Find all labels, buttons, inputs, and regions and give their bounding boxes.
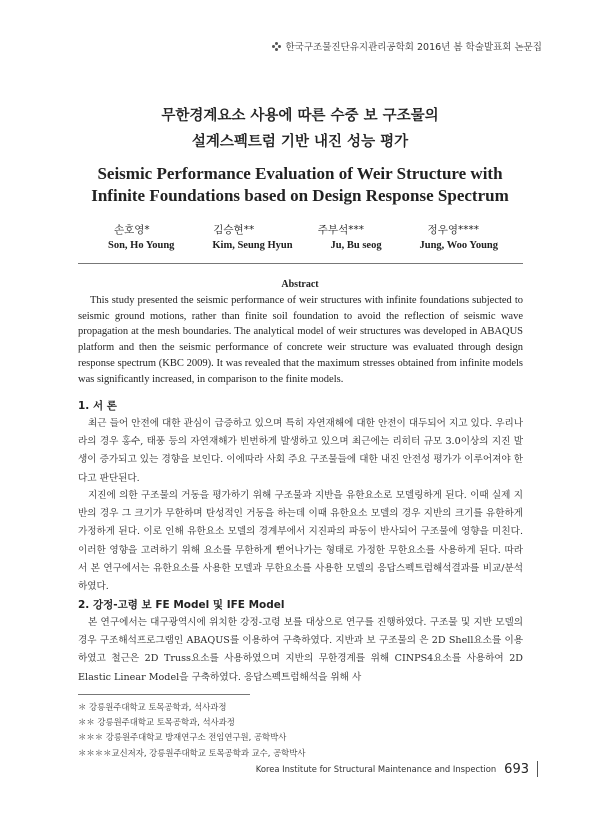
section-1-paragraph-1: 최근 들어 안전에 대한 관심이 급증하고 있으며 특히 자연재해에 대한 안전이 대두되어 지고 있다. 우리나라의 경우 홍수, 태풍 등의 자연재해가 빈번하게 발생하고 있으며 최근에는 리히터 규모 3.0이상의 지진 발생이 증가되고 있는 경향을 보인다. 이에따라 사회 주요 구조물들에 대한 내진 안전성 평가가 이루어져야 한다고 판단된다. bbox=[78, 418, 523, 484]
footnote: ＊＊＊ 강릉원주대학교 방재연구소 전임연구원, 공학박사 bbox=[78, 732, 287, 743]
footer-bar bbox=[537, 761, 538, 777]
english-title-line-2: Infinite Foundations based on Design Response Spectrum bbox=[91, 186, 509, 205]
author-name: Son, Ho Young bbox=[108, 240, 175, 251]
footnote: ＊ 강릉원주대학교 토목공학과, 석사과정 bbox=[78, 702, 227, 712]
author-name: Jung, Woo Young bbox=[419, 240, 498, 251]
english-title-line-1: Seismic Performance Evaluation of Weir Structure with bbox=[97, 164, 503, 183]
author-name: 손호영* bbox=[114, 224, 150, 236]
korean-title-line-2: 설계스펙트럼 기반 내진 성능 평가 bbox=[191, 134, 409, 150]
author-name: 주부석*** bbox=[317, 224, 364, 236]
author-name: 김승현** bbox=[213, 224, 255, 236]
footnote: ＊＊ 강릉원주대학교 토목공학과, 석사과정 bbox=[78, 717, 235, 728]
footer-organization: Korea Institute for Structural Maintenance and Inspection bbox=[255, 764, 497, 774]
section-2-heading: 2. 강정-고령 보 FE Model 및 IFE Model bbox=[78, 599, 285, 611]
footnote-divider bbox=[78, 694, 250, 695]
abstract-heading: Abstract bbox=[281, 279, 319, 290]
abstract-text: This study presented the seismic performance of weir structures with infinite foundations subjected to seismic ground motions, rather than finite soil foundation to avoid the reflection of seismic wave propagation at the mesh boundaries. The analytical model of weir structures was developed in ABAQUS platform and then the seismic performance of concrete weir structure was evaluated through design response spectrum (KBC 2009). It was revealed that the maximum stresses obtained from infinite models was significantly increased, in comparison to the finite models. bbox=[78, 295, 523, 385]
korean-title-line-1: 무한경계요소 사용에 따른 수중 보 구조물의 bbox=[161, 108, 439, 124]
author-names-korean bbox=[92, 222, 479, 237]
footnote: ＊＊＊＊교신저자, 강릉원주대학교 토목공학과 교수, 공학박사 bbox=[78, 747, 306, 758]
section-2-paragraph-1: 본 연구에서는 대구광역시에 위치한 강정-고령 보를 대상으로 연구를 진행하였다. 구조물 및 지반 모델의 경우 구조해석프로그램인 ABAQUS를 이용하여 구축하였다. 지반과 보 구조물의 은 2D Shell요소를 이용하였고 철근은 2D Truss요소를 사용하였으며 지반의 무한경계를 위해 CINPS4요소를 사용하여 2D Elastic Linear Model을 구축하였다. 응답스펙트럼해석을 위해 사 bbox=[78, 617, 523, 683]
journal-header bbox=[272, 39, 542, 53]
page-number: 693 bbox=[504, 761, 529, 777]
title-divider bbox=[78, 263, 523, 264]
author-name: 정우영**** bbox=[427, 224, 479, 236]
section-1-paragraph-2: 지진에 의한 구조물의 거동을 평가하기 위해 구조물과 지반을 유한요소로 모델링하게 된다. 이때 실제 지반의 경우 그 크기가 무한하며 탄성적인 거동을 하는데 이때 유한요소 모델의 경우 지반의 크기를 유한하게 가정하게 된다. 이로 인해 유한요소 모델의 경계부에서 지진파의 파동이 반사되어 구조물에 영향을 미친다. 이러한 영향을 고려하기 위해 요소를 무한하게 뻗어나가는 형태로 가정한 무한요소를 사용하게 된다. 따라서 본 연구에서는 유한요소를 사용한 모델과 무한요소를 사용한 모델의 응답스펙트럼해석결과를 비교/분석하였다. bbox=[78, 490, 523, 593]
page-footer bbox=[256, 761, 538, 777]
author-name: Ju, Bu seog bbox=[330, 240, 382, 251]
journal-title: 한국구조물진단유지관리공학회 2016년 봄 학술발표회 논문집 bbox=[285, 42, 542, 53]
footnotes bbox=[78, 700, 305, 761]
author-names-english bbox=[108, 240, 498, 251]
section-1-heading: 1. 서 론 bbox=[78, 400, 117, 412]
flower-icon bbox=[272, 42, 281, 51]
author-name: Kim, Seung Hyun bbox=[212, 240, 293, 251]
